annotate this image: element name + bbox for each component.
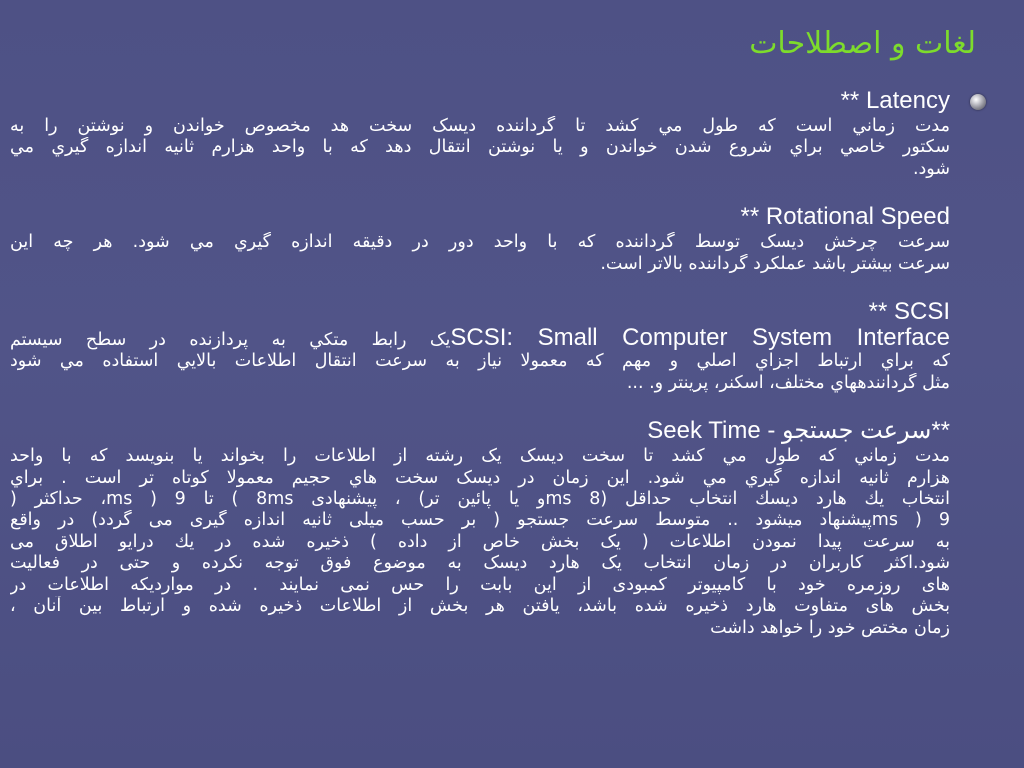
body-line: شود.اكثر كاربران در زمان انتخاب يک هارد ديسک به موضوع فوق توجه نكرده و حتی در فعاليت [10,553,950,574]
body-line: سرعت بيشتر باشد عملكرد گرداننده بالاتر است. [600,253,950,274]
body-line: انتخاب يك هارد ديسك انتخاب حداقل (8 msو يا پائين تر) ، پيشنهادی 8ms ) تا 9 ( ms، حداكثر ( [10,489,950,510]
section-rotational-speed [10,202,950,275]
section-heading: Rotational Speed ** [740,203,950,231]
body-line: هزارم ثانيه اندازه گيري مي شود. اين زمان در ديسک سخت هاي حجيم معمولا كوتاه تر است . براي [10,467,950,488]
seek-time-heading-en: - Seek Time [647,417,776,445]
slide-body [10,86,950,639]
body-line: های روزمره خود با كامپيوتر كمبودی از اين بابت را حس نمی نمايند . در مواردیكه اطلاعات در [10,574,950,595]
body-line: كه براي ارتباط اجزاي اصلي و مهم كه معمولا نياز به سرعت انتقال اطلاعات بالايي استفاده مي شود [10,351,950,372]
body-line: سرعت چرخش ديسک توسط گرداننده كه با واحد دور در دقيقه اندازه گيري مي شود. هر چه اين [10,232,950,253]
scsi-definition-en: SCSI: Small Computer System Interface [450,327,950,352]
section-heading [10,416,950,446]
body-line [10,327,950,351]
section-scsi [10,297,950,394]
body-line: مثل گردانندههاي مختلف، اسكنر، پرينتر و. ... [626,372,950,393]
body-line: شود. [912,158,950,179]
bullet-icon [970,94,986,110]
body-line: به سرعت پيدا نمودن اطلاعات ( يک بخش خاص از داده ) ذخيره شده در يك درايو اطلاق می [10,531,950,552]
section-heading: Latency ** [840,87,950,114]
body-line: مدت زماني كه طول مي كشد تا سخت ديسک يک رشته از اطلاعات را بخواند يا بنويسد كه با واحد [10,446,950,467]
section-heading: SCSI ** [868,298,950,326]
body-line: زمان مختص خود را خواهد داشت [710,617,950,638]
body-line: مدت زماني است كه طول مي كشد تا گرداننده ديسک سخت هد مخصوص خواندن و نوشتن را به [10,116,950,136]
body-line: سكتور خاصي براي شروع شدن خواندن و يا نوشتن انتقال دهد كه با واحد هزارم ثانيه اندازه گيري مي [10,137,950,158]
section-seek-time [10,416,950,639]
body-line: 9 ( msپيشنهاد ميشود .. متوسط سرعت جستجو ( بر حسب ميلی ثانيه اندازه گيری می گردد) در واقع [10,510,950,531]
slide-title: لغات و اصطلاحات [749,26,976,61]
seek-time-heading-fa: **سرعت جستجو [782,417,950,445]
body-line: بخش های متفاوت هارد ذخيره شده باشد، يافتن هر بخش از اطلاعات ذخيره شده و ارتباط بين آنان ، [10,596,950,617]
scsi-definition-fa: يک رابط متكي به پردازنده در سطح سيستم [10,330,451,351]
section-latency [10,86,950,180]
